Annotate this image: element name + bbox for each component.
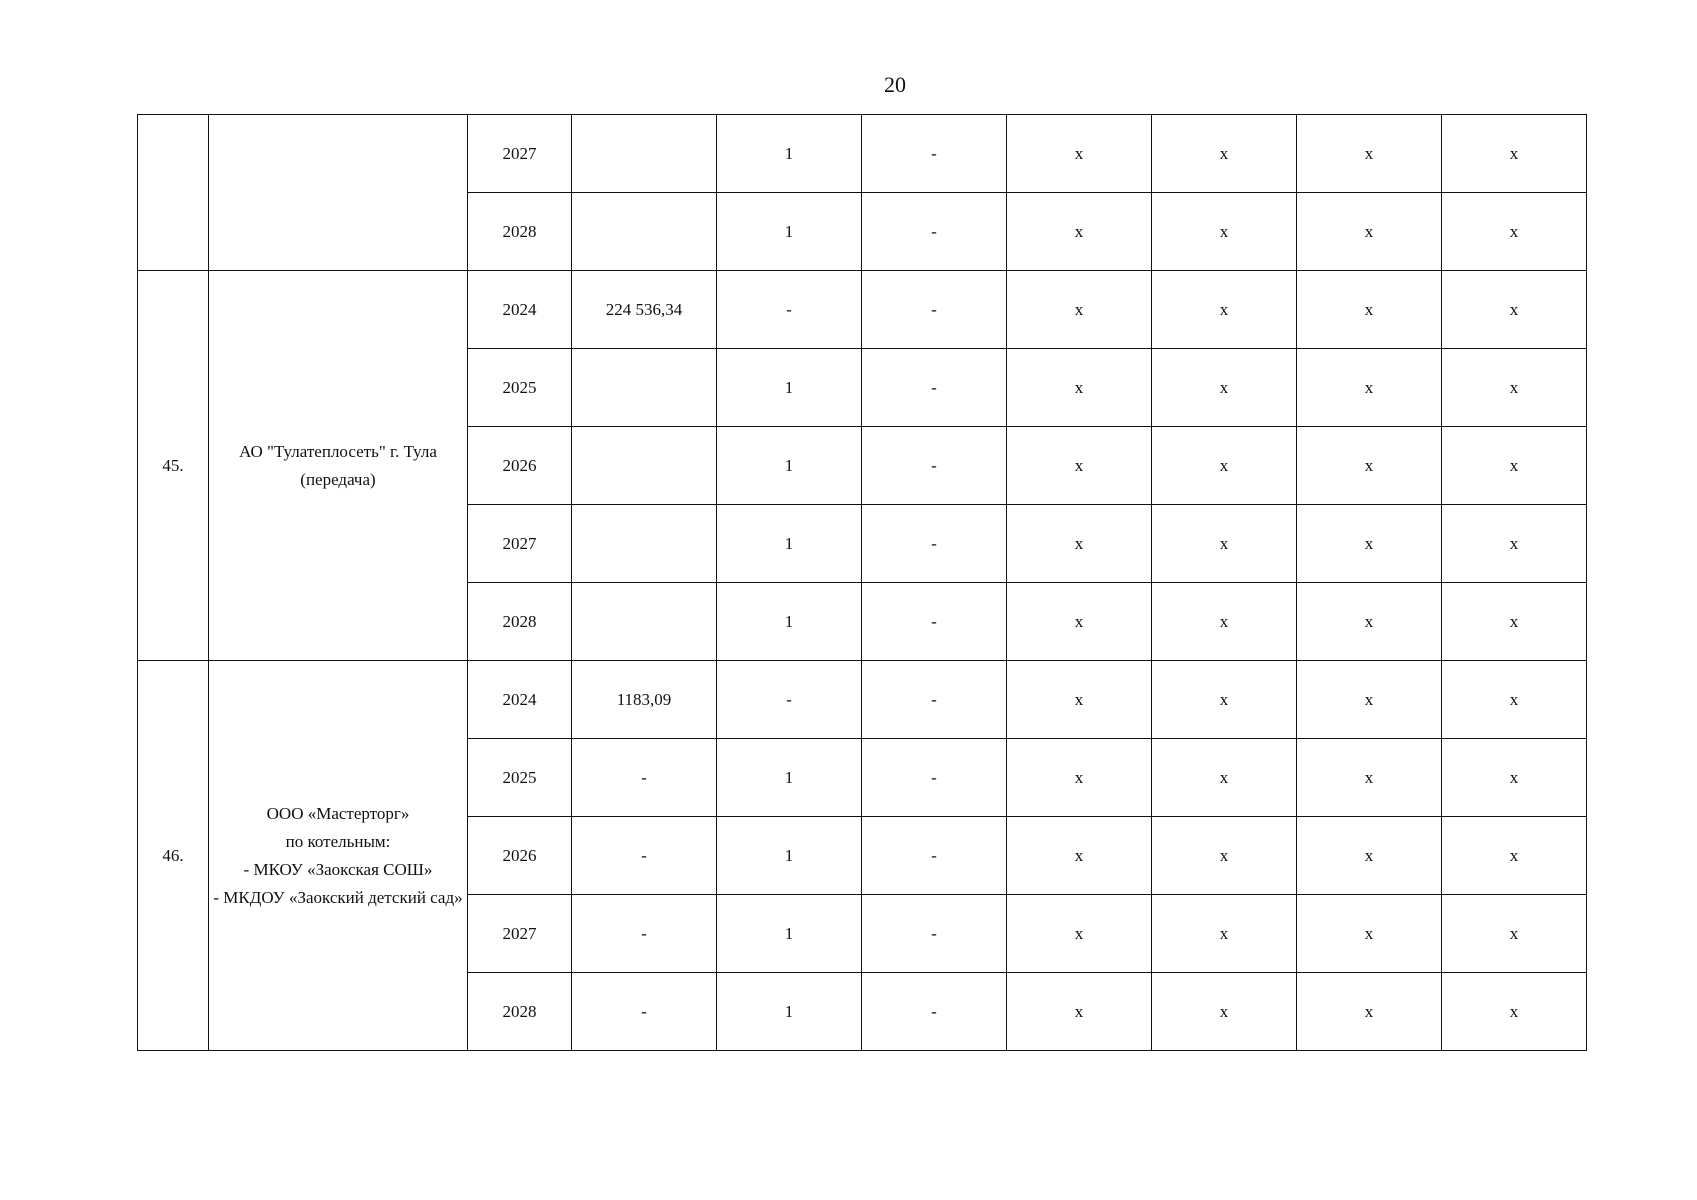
table-row [138, 115, 1587, 193]
value-cell: 1 [717, 427, 862, 505]
value-cell: 1 [717, 973, 862, 1051]
value-cell: x [1152, 583, 1297, 661]
value-cell: x [1297, 271, 1442, 349]
value-cell: x [1297, 973, 1442, 1051]
value-cell: x [1152, 193, 1297, 271]
amount-cell: - [572, 895, 717, 973]
amount-cell [572, 583, 717, 661]
value-cell: x [1007, 895, 1152, 973]
amount-cell: 224 536,34 [572, 271, 717, 349]
value-cell: - [862, 349, 1007, 427]
year-cell: 2026 [468, 817, 572, 895]
value-cell: x [1007, 661, 1152, 739]
organization-cell: ООО «Мастерторг» по котельным: - МКОУ «Заокская СОШ» - МКДОУ «Заокский детский сад» [209, 661, 468, 1051]
value-cell: x [1152, 661, 1297, 739]
value-cell: x [1007, 583, 1152, 661]
year-cell: 2027 [468, 115, 572, 193]
year-cell: 2028 [468, 193, 572, 271]
value-cell: x [1297, 817, 1442, 895]
value-cell: - [717, 661, 862, 739]
value-cell: x [1152, 349, 1297, 427]
value-cell: x [1442, 427, 1587, 505]
value-cell: x [1152, 973, 1297, 1051]
value-cell: x [1297, 349, 1442, 427]
table-row [138, 271, 1587, 349]
value-cell: x [1007, 505, 1152, 583]
value-cell: x [1152, 505, 1297, 583]
value-cell: x [1007, 973, 1152, 1051]
value-cell: x [1297, 583, 1442, 661]
value-cell: 1 [717, 193, 862, 271]
value-cell: - [862, 817, 1007, 895]
value-cell: x [1442, 505, 1587, 583]
value-cell: 1 [717, 505, 862, 583]
year-cell: 2024 [468, 271, 572, 349]
value-cell: x [1152, 739, 1297, 817]
row-number-cell [138, 115, 209, 271]
value-cell: - [862, 895, 1007, 973]
value-cell: 1 [717, 817, 862, 895]
value-cell: x [1442, 895, 1587, 973]
value-cell: 1 [717, 115, 862, 193]
value-cell: x [1442, 661, 1587, 739]
year-cell: 2026 [468, 427, 572, 505]
value-cell: 1 [717, 583, 862, 661]
amount-cell [572, 427, 717, 505]
organization-cell [209, 115, 468, 271]
value-cell: - [862, 739, 1007, 817]
year-cell: 2025 [468, 349, 572, 427]
amount-cell [572, 349, 717, 427]
table-row [138, 661, 1587, 739]
value-cell: x [1297, 505, 1442, 583]
value-cell: - [862, 505, 1007, 583]
value-cell: x [1007, 427, 1152, 505]
value-cell: x [1007, 349, 1152, 427]
data-table [137, 114, 1587, 1051]
amount-cell [572, 115, 717, 193]
table-body [138, 115, 1587, 1051]
value-cell: x [1442, 817, 1587, 895]
value-cell: x [1152, 895, 1297, 973]
value-cell: x [1007, 817, 1152, 895]
value-cell: x [1007, 739, 1152, 817]
value-cell: x [1442, 583, 1587, 661]
value-cell: x [1297, 115, 1442, 193]
value-cell: x [1442, 349, 1587, 427]
value-cell: x [1297, 739, 1442, 817]
value-cell: x [1297, 661, 1442, 739]
value-cell: x [1152, 427, 1297, 505]
value-cell: x [1442, 739, 1587, 817]
value-cell: - [862, 271, 1007, 349]
row-number-cell: 45. [138, 271, 209, 661]
amount-cell [572, 193, 717, 271]
amount-cell [572, 505, 717, 583]
value-cell: x [1442, 115, 1587, 193]
organization-cell: АО "Тулатеплосеть" г. Тула (передача) [209, 271, 468, 661]
value-cell: x [1442, 271, 1587, 349]
year-cell: 2027 [468, 505, 572, 583]
value-cell: x [1007, 271, 1152, 349]
amount-cell: - [572, 739, 717, 817]
value-cell: x [1442, 973, 1587, 1051]
value-cell: x [1297, 427, 1442, 505]
value-cell: x [1442, 193, 1587, 271]
value-cell: - [862, 973, 1007, 1051]
value-cell: x [1152, 271, 1297, 349]
value-cell: 1 [717, 739, 862, 817]
year-cell: 2028 [468, 583, 572, 661]
value-cell: - [717, 271, 862, 349]
year-cell: 2025 [468, 739, 572, 817]
year-cell: 2028 [468, 973, 572, 1051]
value-cell: - [862, 193, 1007, 271]
value-cell: x [1297, 193, 1442, 271]
value-cell: 1 [717, 349, 862, 427]
row-number-cell: 46. [138, 661, 209, 1051]
value-cell: 1 [717, 895, 862, 973]
value-cell: - [862, 115, 1007, 193]
year-cell: 2027 [468, 895, 572, 973]
value-cell: - [862, 427, 1007, 505]
year-cell: 2024 [468, 661, 572, 739]
value-cell: - [862, 661, 1007, 739]
value-cell: x [1152, 115, 1297, 193]
amount-cell: - [572, 973, 717, 1051]
amount-cell: 1183,09 [572, 661, 717, 739]
value-cell: x [1007, 193, 1152, 271]
value-cell: x [1152, 817, 1297, 895]
value-cell: x [1297, 895, 1442, 973]
amount-cell: - [572, 817, 717, 895]
page-number: 20 [884, 72, 906, 97]
value-cell: - [862, 583, 1007, 661]
value-cell: x [1007, 115, 1152, 193]
